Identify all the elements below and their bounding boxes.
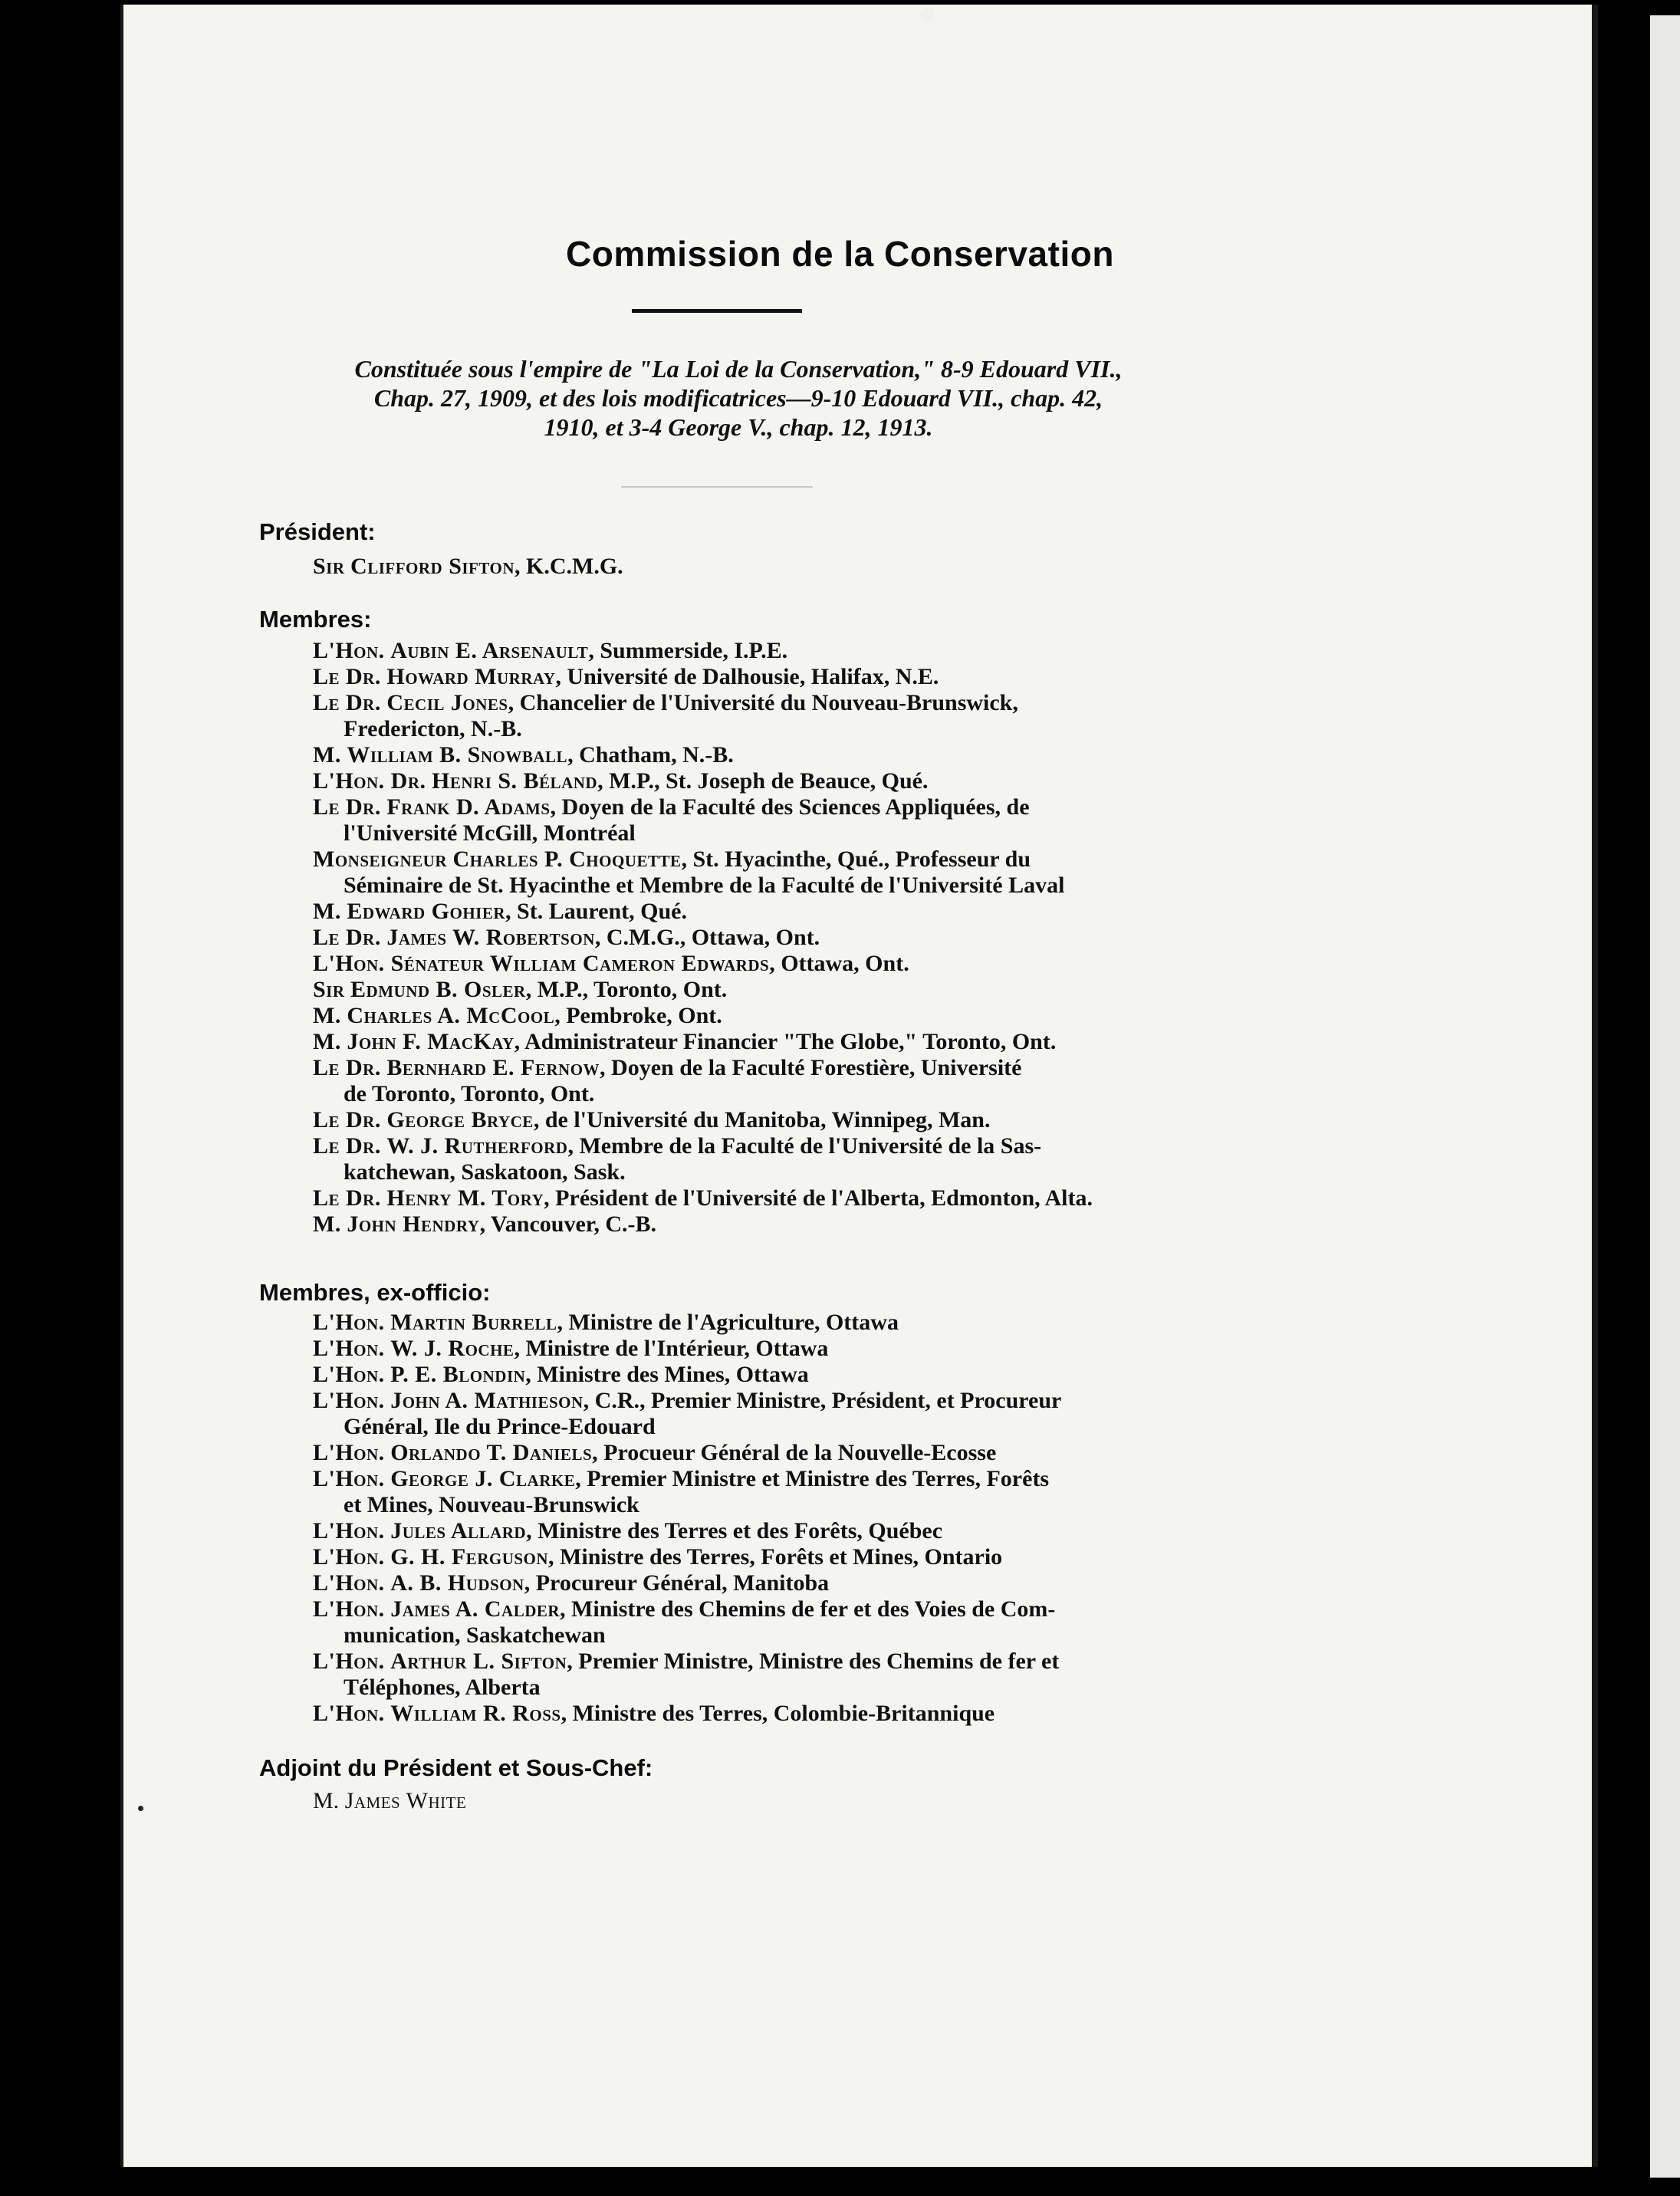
entry-name: A. B. Hudson xyxy=(390,1570,524,1596)
member-entry xyxy=(313,899,1317,925)
entry-details: , Administrateur Financier "The Globe," Toronto, Ont. xyxy=(514,1029,1057,1054)
entry-name: George Bryce xyxy=(386,1107,534,1133)
entry-title: L'Hon. xyxy=(313,1570,385,1596)
member-entry xyxy=(313,1185,1317,1211)
entry-title: L'Hon. xyxy=(313,1518,385,1543)
subtitle-line: Constituée sous l'empire de "La Loi de la Conservation," 8-9 Edouard VII., xyxy=(354,355,1123,383)
entry-details: , Premier Ministre, Ministre des Chemins de fer et xyxy=(567,1649,1060,1674)
entry-name: Henri S. Béland xyxy=(432,768,598,794)
entry-title: L'Hon. xyxy=(313,1649,385,1674)
adjacent-page-edge xyxy=(1650,15,1680,2178)
entry-name: John A. Mathieson xyxy=(390,1388,584,1413)
entry-name: Edward Gohier xyxy=(347,899,506,924)
entry-details: , Ministre des Mines, Ottawa xyxy=(525,1362,809,1387)
president-heading: Président: xyxy=(259,518,376,545)
entry-details: , Ottawa, Ont. xyxy=(769,951,909,976)
entry-continuation: katchewan, Saskatoon, Sask. xyxy=(344,1159,626,1185)
assistant-entry xyxy=(313,1788,1317,1814)
entry-name: Cecil Jones xyxy=(386,690,508,715)
member-entry xyxy=(313,1466,1317,1518)
subtitle-line: 1910, et 3-4 George V., chap. 12, 1913. xyxy=(544,413,933,441)
entry-title: Le Dr. xyxy=(313,1055,381,1080)
entry-name: Clifford Sifton xyxy=(350,554,515,579)
entry-title: Le Dr. xyxy=(313,1185,381,1211)
entry-continuation: munication, Saskatchewan xyxy=(344,1622,606,1648)
entry-continuation: et Mines, Nouveau-Brunswick xyxy=(344,1492,639,1517)
member-entry xyxy=(313,1570,1317,1596)
entry-title: L'Hon. Sénateur xyxy=(313,951,485,976)
entry-details: , Vancouver, C.-B. xyxy=(479,1211,657,1237)
entry-name: Henry M. Tory xyxy=(386,1185,544,1211)
entry-title: L'Hon. xyxy=(313,1388,385,1413)
entry-name: P. E. Blondin xyxy=(390,1362,526,1387)
entry-title: Le Dr. xyxy=(313,690,381,715)
entry-continuation: Général, Ile du Prince-Edouard xyxy=(344,1414,656,1439)
section-divider xyxy=(621,486,813,488)
subtitle-line: Chap. 27, 1909, et des lois modificatrices—9-10 Edouard VII., chap. 42, xyxy=(373,384,1103,412)
entry-details: , Doyen de la Faculté des Sciences Appliquées, de xyxy=(550,794,1030,820)
entry-continuation: l'Université McGill, Montréal xyxy=(344,820,636,846)
member-entry xyxy=(313,1362,1317,1388)
entry-details: , Ministre de l'Agriculture, Ottawa xyxy=(557,1310,899,1335)
entry-details: , St. Hyacinthe, Qué., Professeur du xyxy=(681,847,1031,872)
entry-details: , Université de Dalhousie, Halifax, N.E. xyxy=(555,664,939,689)
entry-name: Orlando T. Daniels xyxy=(390,1440,593,1465)
member-entry xyxy=(313,1055,1317,1107)
member-entry xyxy=(313,1649,1317,1701)
entry-title: M. xyxy=(313,899,341,924)
entry-title: M. xyxy=(313,1788,340,1813)
entry-title: Le Dr. xyxy=(313,1133,381,1159)
entry-details: , Pembroke, Ont. xyxy=(554,1003,722,1028)
entry-continuation: Fredericton, N.-B. xyxy=(344,716,522,741)
member-entry xyxy=(313,794,1317,847)
member-entry xyxy=(313,1388,1317,1440)
entry-details: , K.C.M.G. xyxy=(515,554,623,579)
entry-name: William R. Ross xyxy=(390,1701,561,1726)
entry-name: John F. MacKay xyxy=(347,1029,515,1054)
entry-name: Bernhard E. Fernow xyxy=(386,1055,600,1080)
entry-title: L'Hon. xyxy=(313,1544,385,1570)
entry-name: W. J. Rutherford xyxy=(386,1133,568,1159)
entry-title: M. xyxy=(313,1029,341,1054)
member-entry xyxy=(313,742,1317,768)
assistant-list xyxy=(313,1788,1317,1814)
entry-details: , Ministre des Terres, Forêts et Mines, Ontario xyxy=(548,1544,1003,1570)
entry-title: Le Dr. xyxy=(313,925,381,950)
member-entry xyxy=(313,1596,1317,1649)
entry-details: , C.M.G., Ottawa, Ont. xyxy=(594,925,820,950)
entry-continuation: Séminaire de St. Hyacinthe et Membre de la Faculté de l'Université Laval xyxy=(344,873,1065,898)
entry-title: Monseigneur xyxy=(313,847,448,872)
entry-details: , Ministre des Terres, Colombie-Britannique xyxy=(561,1701,995,1726)
entry-title: L'Hon. xyxy=(313,1440,385,1465)
entry-details: , Premier Ministre et Ministre des Terres, Forêts xyxy=(575,1466,1050,1491)
legal-subtitle xyxy=(230,354,1247,442)
entry-details: , Chatham, N.-B. xyxy=(567,742,734,768)
entry-details: , St. Laurent, Qué. xyxy=(505,899,687,924)
member-entry xyxy=(313,1133,1317,1185)
member-entry xyxy=(313,847,1317,899)
entry-details: , C.R., Premier Ministre, Président, et Procureur xyxy=(583,1388,1062,1413)
entry-details: , Summerside, I.P.E. xyxy=(588,638,788,663)
entry-details: , Doyen de la Faculté Forestière, Université xyxy=(600,1055,1022,1080)
member-entry xyxy=(313,1211,1317,1238)
member-entry xyxy=(313,638,1317,664)
entry-details: , M.P., Toronto, Ont. xyxy=(525,977,728,1002)
member-entry xyxy=(313,977,1317,1003)
entry-title: M. xyxy=(313,742,341,768)
member-entry xyxy=(313,1310,1317,1336)
president-entry xyxy=(313,554,1317,580)
entry-title: M. xyxy=(313,1211,341,1237)
member-entry xyxy=(313,925,1317,951)
entry-details: , Ministre de l'Intérieur, Ottawa xyxy=(514,1336,829,1361)
entry-name: William B. Snowball xyxy=(347,742,568,768)
margin-mark xyxy=(138,1806,143,1811)
entry-name: Charles P. Choquette xyxy=(452,847,682,872)
ex-officio-heading: Membres, ex-officio: xyxy=(259,1279,491,1306)
entry-name: John Hendry xyxy=(347,1211,480,1237)
entry-title: Le Dr. xyxy=(313,1107,381,1133)
entry-name: Arthur L. Sifton xyxy=(390,1649,567,1674)
entry-details: , Ministre des Chemins de fer et des Voies de Com- xyxy=(560,1596,1056,1622)
paper-speck xyxy=(920,8,934,21)
member-entry xyxy=(313,1518,1317,1544)
entry-name: Edmund B. Osler xyxy=(350,977,526,1002)
entry-name: G. H. Ferguson xyxy=(390,1544,549,1570)
entry-name: James W. Robertson xyxy=(386,925,595,950)
assistant-heading: Adjoint du Président et Sous-Chef: xyxy=(259,1754,653,1781)
entry-title: Sir xyxy=(313,977,345,1002)
entry-title: L'Hon. xyxy=(313,1701,385,1726)
entry-title: L'Hon. xyxy=(313,1310,385,1335)
entry-name: Charles A. McCool xyxy=(347,1003,555,1028)
entry-details: , Chancelier de l'Université du Nouveau-Brunswick, xyxy=(508,690,1018,715)
entry-title: L'Hon. xyxy=(313,1466,385,1491)
entry-name: Martin Burrell xyxy=(390,1310,557,1335)
title-underline-rule xyxy=(632,309,802,313)
entry-details: , Membre de la Faculté de l'Université de la Sas- xyxy=(567,1133,1042,1159)
entry-title: M. xyxy=(313,1003,341,1028)
entry-continuation: Téléphones, Alberta xyxy=(344,1675,541,1700)
entry-details: , Président de l'Université de l'Alberta, Edmonton, Alta. xyxy=(544,1185,1093,1211)
entry-details: , Ministre des Terres et des Forêts, Québec xyxy=(526,1518,943,1543)
ex-officio-list xyxy=(313,1310,1317,1727)
entry-name: W. J. Roche xyxy=(390,1336,515,1361)
member-entry xyxy=(313,1107,1317,1133)
members-list xyxy=(313,638,1317,1238)
page-title: Commission de la Conservation xyxy=(566,234,1114,274)
entry-title: L'Hon. Dr. xyxy=(313,768,426,794)
entry-title: L'Hon. xyxy=(313,1362,385,1387)
member-entry xyxy=(313,951,1317,977)
member-entry xyxy=(313,1336,1317,1362)
member-entry xyxy=(313,664,1317,690)
entry-title: L'Hon. xyxy=(313,1336,385,1361)
entry-title: L'Hon. xyxy=(313,638,385,663)
entry-name: George J. Clarke xyxy=(390,1466,576,1491)
members-heading: Membres: xyxy=(259,606,372,633)
entry-details: , Procureur Général, Manitoba xyxy=(524,1570,830,1596)
entry-title: Le Dr. xyxy=(313,664,381,689)
member-entry xyxy=(313,1544,1317,1570)
entry-name: Jules Allard xyxy=(390,1518,527,1543)
entry-name: James A. Calder xyxy=(390,1596,561,1622)
entry-name: James White xyxy=(344,1788,467,1813)
entry-title: Sir xyxy=(313,554,345,579)
entry-name: William Cameron Edwards xyxy=(490,951,770,976)
member-entry xyxy=(313,768,1317,794)
entry-details: , M.P., St. Joseph de Beauce, Qué. xyxy=(597,768,929,794)
member-entry xyxy=(313,1701,1317,1727)
entry-details: , Procueur Général de la Nouvelle-Ecosse xyxy=(592,1440,997,1465)
entry-title: Le Dr. xyxy=(313,794,381,820)
member-entry xyxy=(313,1003,1317,1029)
member-entry xyxy=(313,690,1317,742)
president-list xyxy=(313,554,1317,580)
entry-name: Frank D. Adams xyxy=(386,794,551,820)
member-entry xyxy=(313,1440,1317,1466)
entry-continuation: de Toronto, Toronto, Ont. xyxy=(344,1081,595,1106)
member-entry xyxy=(313,1029,1317,1055)
entry-title: L'Hon. xyxy=(313,1596,385,1622)
entry-name: Aubin E. Arsenault xyxy=(390,638,589,663)
entry-name: Howard Murray xyxy=(386,664,556,689)
entry-details: , de l'Université du Manitoba, Winnipeg, Man. xyxy=(533,1107,991,1133)
